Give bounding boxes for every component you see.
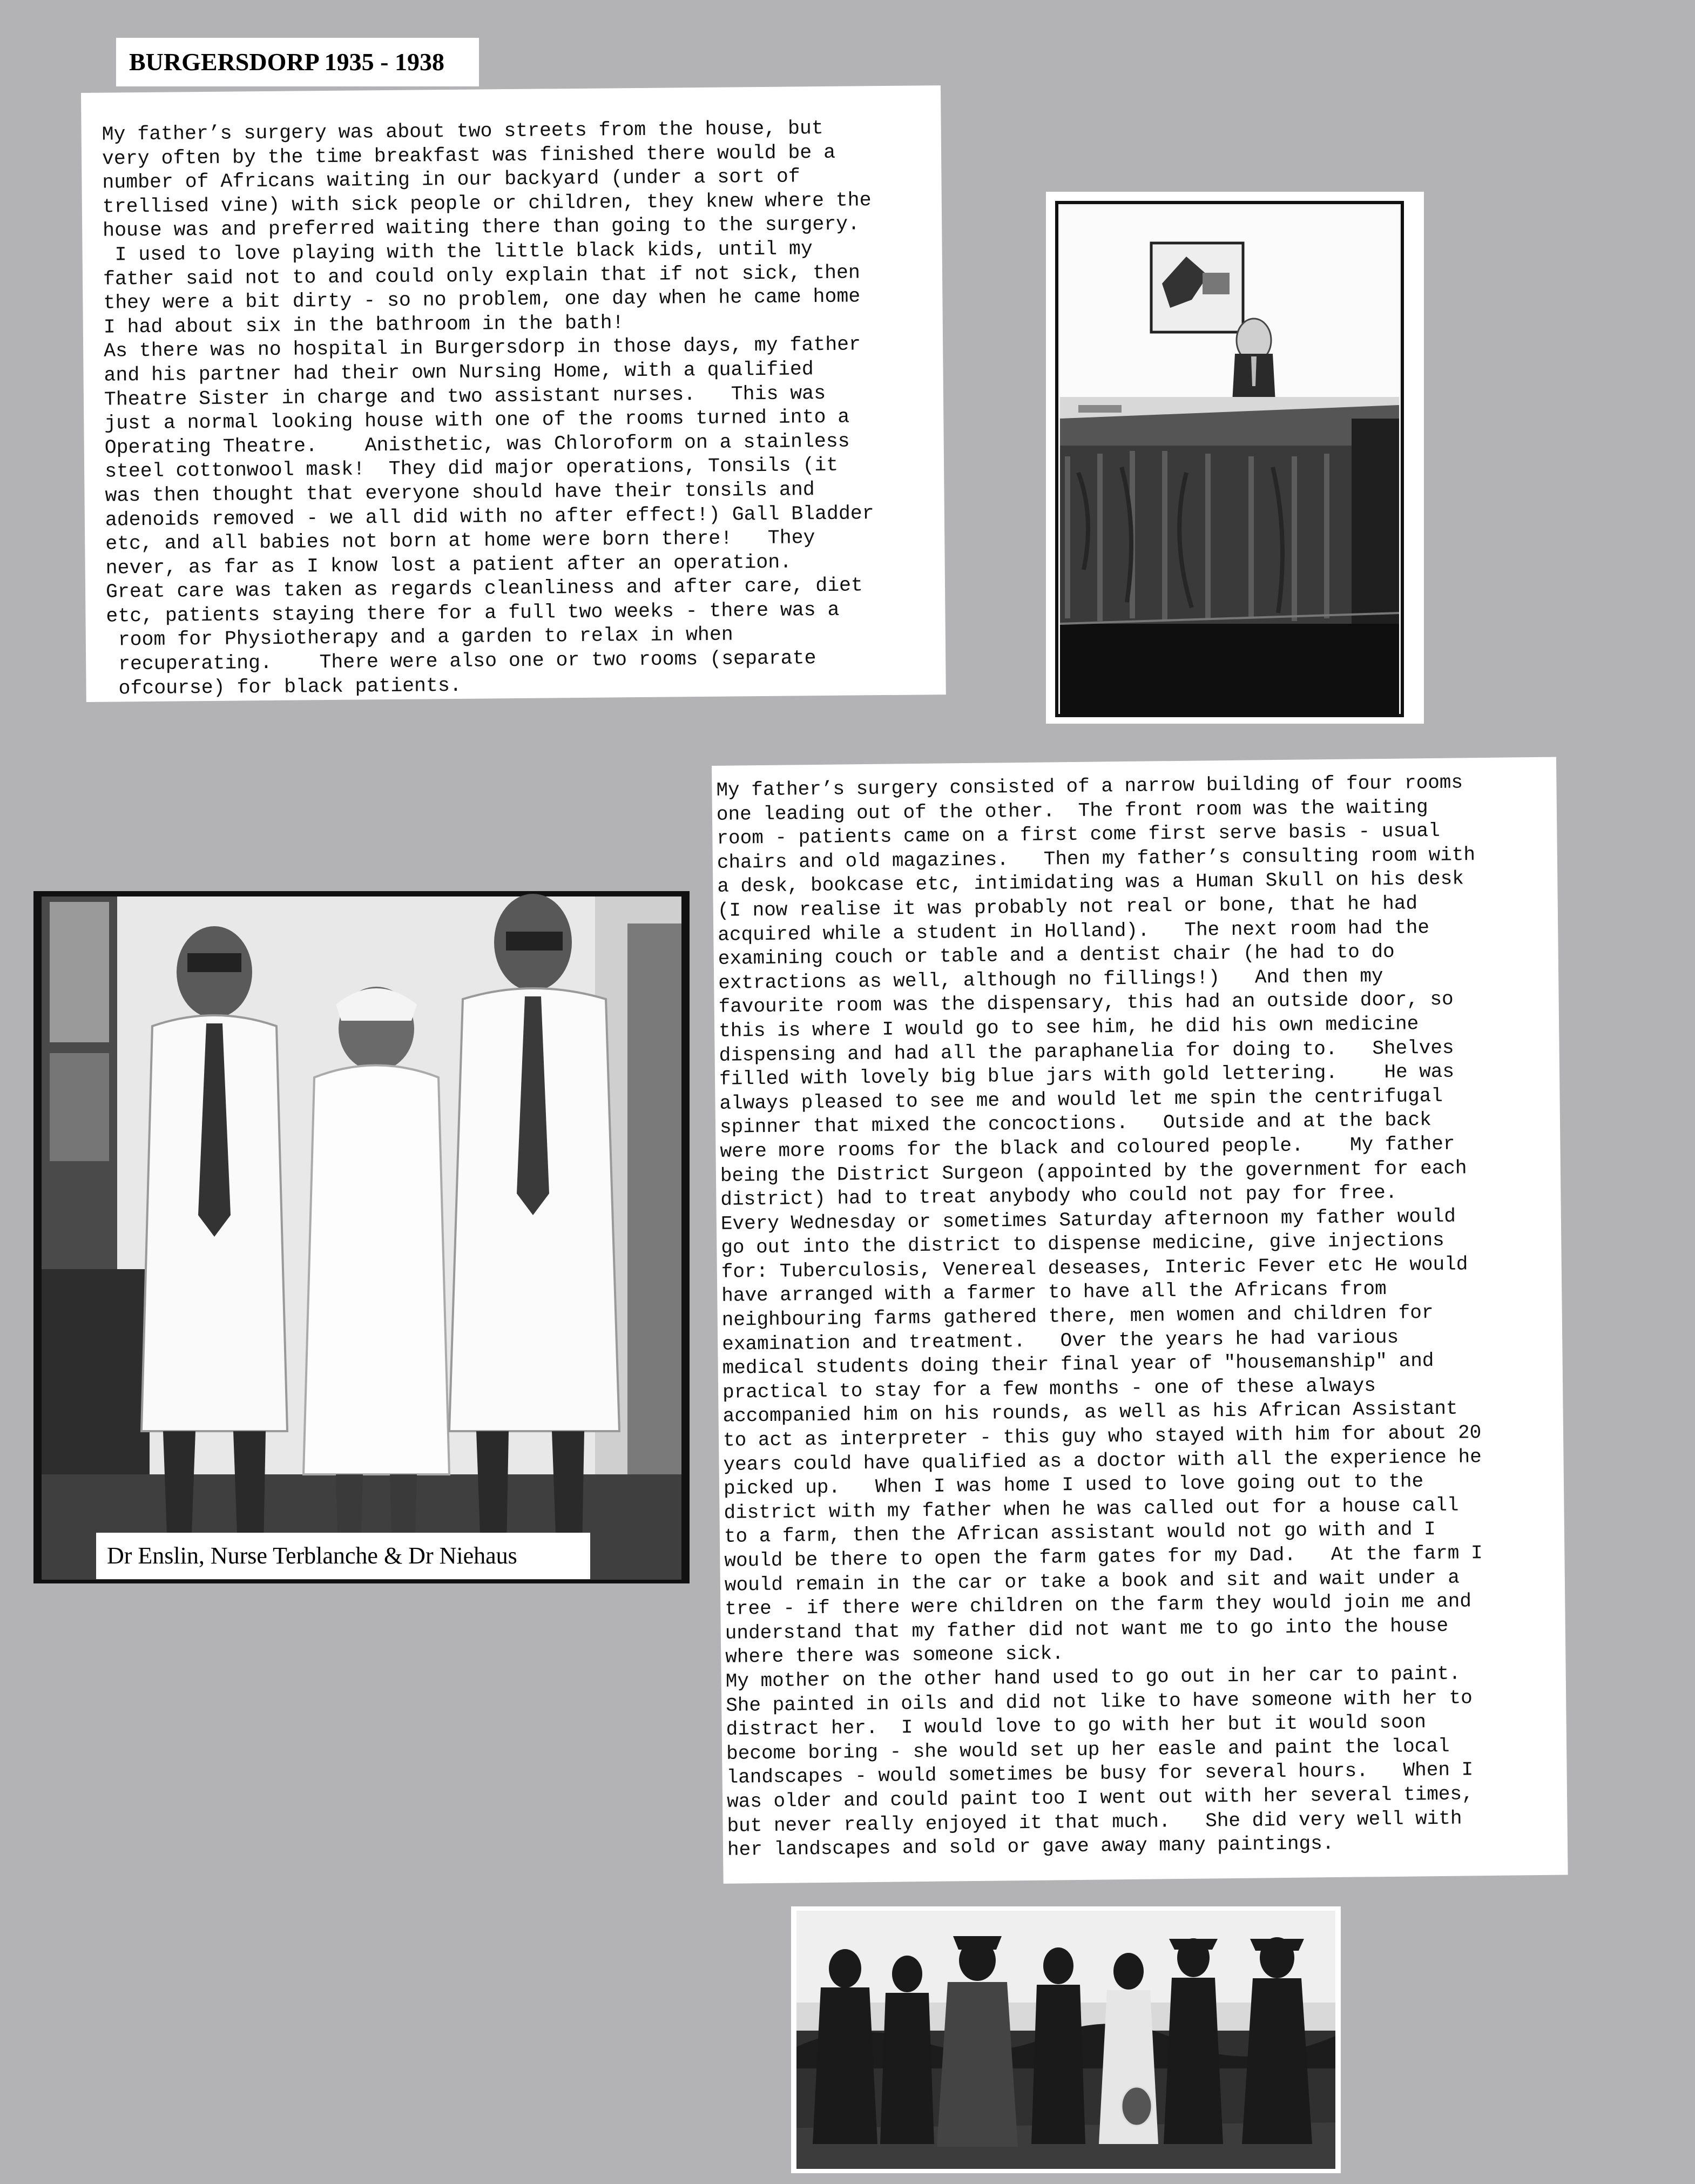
surgery-passage-line: room - patients came on a first come first serve basis - usual [717,820,1440,850]
nursing-home-passage-line: adenoids removed - we all did with no after effect!) Gall Bladder [105,502,874,531]
surgery-passage [712,757,1568,1884]
surgery-passage-line: go out into the district to dispense medicine, give injections [721,1229,1444,1259]
surgery-passage-line: become boring - she would set up her easle and paint the local [726,1735,1450,1765]
nursing-home-passage-line: recuperating. There were also one or two rooms (separate [106,647,816,676]
surgery-passage-line: examining couch or table and a dentist chair (he had to do [718,940,1395,970]
surgery-passage-line: for: Tuberculosis, Venereal deseases, Interic Fever etc He would [721,1253,1468,1283]
surgery-passage-line: Every Wednesday or sometimes Saturday afternoon my father would [720,1205,1456,1235]
surgery-passage-line: My mother on the other hand used to go out in her car to paint. [725,1662,1461,1693]
page-title: BURGERSDORP 1935 - 1938 [116,38,479,86]
surgery-passage-line: acquired while a student in Holland). The next room had the [718,916,1430,946]
nursing-home-passage-line: they were a bit dirty - so no problem, one day when he came home [103,285,861,314]
surgery-passage-line: district) had to treat anybody who could not pay for free. [720,1181,1397,1211]
nursing-home-passage-line: just a normal looking house with one of the rooms turned into a [104,406,850,435]
surgery-passage-line: were more rooms for the black and coloured people. My father [720,1133,1455,1163]
surgery-passage-line: examination and treatment. Over the years he had various [722,1326,1399,1356]
surgery-passage-line: being the District Surgeon (appointed by the government for each [720,1156,1467,1187]
surgery-passage-line: medical students doing their final year of "housemanship" and [722,1350,1434,1380]
surgery-passage-line: landscapes - would sometimes be busy for several hours. When I [726,1758,1474,1789]
surgery-passage-line: would be there to open the farm gates for my Dad. At the farm I [724,1542,1483,1572]
nursing-home-passage-line: house was and preferred waiting there than going to the surgery. [103,213,860,242]
surgery-passage-line: accompanied him on his rounds, as well as his African Assistant [722,1398,1458,1428]
doctors-nurse-photo-drawing [33,891,690,1583]
nursing-home-passage-line: My father’s surgery was about two streets from the house, but [102,117,823,146]
nursing-home-passage-line: I used to love playing with the little black kids, until my [103,238,813,266]
group-of-men-photo-drawing [791,1906,1341,2173]
nursing-home-passage-line: and his partner had their own Nursing Home, with a qualified [104,358,814,387]
nursing-home-passage-line: ofcourse) for black patients. [106,674,462,700]
nursing-home-passage-line: trellised vine) with sick people or children, they knew where the [102,189,872,218]
nursing-home-passage-line: Operating Theatre. Anisthetic, was Chloroform on a stainless [104,430,850,459]
surgery-passage-line: dispensing and had all the paraphanelia for doing to. Shelves [719,1036,1454,1067]
surgery-passage-line: neighbouring farms gathered there, men women and children for [721,1302,1434,1331]
nursing-home-passage-line: Great care was taken as regards cleanliness and after care, diet [105,574,863,603]
surgery-passage-line: years could have qualified as a doctor with all the experience he [723,1445,1482,1476]
surgery-passage-line: favourite room was the dispensary, this had an outside door, so [718,988,1454,1019]
surgery-passage-line: district with my father when he was called out for a house call [724,1494,1459,1524]
surgery-passage-line: this is where I would go to see him, he did his own medicine [718,1013,1419,1042]
surgery-passage-line: picked up. When I was home I used to love going out to the [723,1470,1424,1500]
surgery-passage-line: where there was someone sick. [725,1642,1064,1669]
nursing-home-passage-line: number of Africans waiting in our backyard (under a sort of [102,165,800,194]
surgery-passage-line: tree - if there were children on the farm they would join me and [725,1590,1472,1621]
nursing-home-passage-line: steel cottonwool mask! They did major operations, Tonsils (it [104,454,839,483]
nursing-home-passage-line: was then thought that everyone should have their tonsils and [105,478,815,507]
surgery-passage-line: My father’s surgery consisted of a narrow building of four rooms [716,771,1463,801]
surgery-passage-line: practical to stay for a few months - one of these always [722,1374,1376,1404]
surgery-passage-line: one leading out of the other. The front room was the waiting [716,796,1428,826]
surgery-passage-line: have arranged with a farmer to have all the Africans from [721,1278,1387,1307]
surgery-passage-line: a desk, bookcase etc, intimidating was a Human Skull on his desk [717,867,1464,898]
surgery-passage-line: to act as interpreter - this guy who stayed with him for about 20 [722,1421,1482,1452]
nursing-home-passage-line: father said not to and could only explain that if not sick, then [103,261,860,291]
surgery-passage-line: (I now realise it was probably not real or bone, that he had [717,892,1418,922]
nursing-home-passage-line: very often by the time breakfast was finished there would be a [102,141,836,170]
surgery-passage-line: her landscapes and sold or gave away many paintings. [727,1832,1334,1861]
surgery-passage-line: to a farm, then the African assistant would not go with and I [724,1518,1436,1548]
photo-caption: Dr Enslin, Nurse Terblanche & Dr Niehaus [96,1533,590,1579]
surgery-passage-line: chairs and old magazines. Then my father’s consulting room with [717,843,1476,874]
nursing-home-passage-line: etc, patients staying there for a full two weeks - there was a [106,598,840,628]
surgery-passage-line: distract her. I would love to go with her but it would soon [726,1711,1427,1741]
office-desk-photo [1046,192,1424,724]
surgery-passage-line: always pleased to see me and would let me spin the centrifugal [719,1084,1443,1115]
surgery-passage-line: filled with lovely big blue jars with gold lettering. He was [719,1060,1455,1091]
nursing-home-passage-line: room for Physiotherapy and a garden to relax in when [106,623,733,652]
surgery-passage-line: would remain in the car or take a book and sit and wait under a [724,1566,1460,1596]
surgery-passage-line: was older and could paint too I went out with her several times, [726,1783,1474,1813]
nursing-home-passage-line: As there was no hospital in Burgersdorp in those days, my father [103,333,861,362]
group-of-men-photo [791,1906,1341,2173]
surgery-passage-line: understand that my father did not want me to go into the house [725,1614,1449,1644]
office-desk-photo-drawing [1046,192,1424,724]
nursing-home-passage-line: etc, and all babies not born at home were born there! They [105,527,815,555]
nursing-home-passage-line: Theatre Sister in charge and two assistant nurses. This was [104,382,826,411]
nursing-home-passage-line: I had about six in the bathroom in the bath! [103,311,624,339]
doctors-nurse-photo [33,891,690,1583]
nursing-home-passage [81,85,946,702]
surgery-passage-line: but never really enjoyed it that much. She did very well with [727,1807,1462,1837]
surgery-passage-line: extractions as well, although no fillings!) And then my [718,965,1383,994]
surgery-passage-line: She painted in oils and did not like to have someone with her to [726,1686,1473,1717]
surgery-passage-line: spinner that mixed the concoctions. Outside and at the back [719,1109,1431,1139]
nursing-home-passage-line: never, as far as I know lost a patient after an operation. [105,551,792,579]
